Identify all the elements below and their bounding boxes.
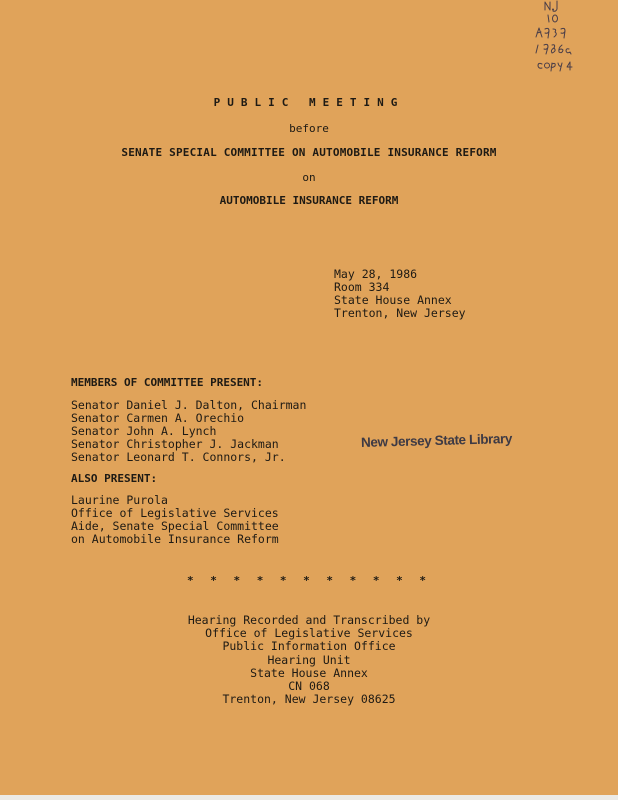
meeting-city: Trenton, New Jersey [334, 306, 466, 320]
footer-line: State House Annex [250, 665, 368, 680]
member-item: Senator Christopher J. Jackman [71, 437, 279, 451]
footer-line: CN 068 [288, 679, 330, 694]
footer-line: Public Information Office [222, 639, 396, 654]
members-heading: MEMBERS OF COMMITTEE PRESENT: [71, 376, 264, 389]
footer-line: Office of Legislative Services [205, 626, 413, 641]
meeting-subject: AUTOMOBILE INSURANCE REFORM [219, 194, 399, 207]
transcription-credit [0, 614, 618, 706]
also-present-item: Laurine Purola [71, 493, 168, 507]
also-present-list [71, 494, 279, 546]
members-list [71, 399, 306, 464]
footer-line: Hearing Recorded and Transcribed by [187, 613, 431, 627]
before-text: before [289, 122, 329, 135]
footer-line: Trenton, New Jersey 08625 [222, 692, 396, 707]
member-item: Senator Daniel J. Dalton, Chairman [71, 398, 307, 412]
footer-line: Hearing Unit [267, 652, 351, 667]
meeting-building: State House Annex [334, 293, 452, 307]
library-stamp: New Jersey State Library [360, 431, 513, 450]
also-present-item: on Automobile Insurance Reform [71, 532, 279, 546]
meeting-date: May 28, 1986 [334, 267, 418, 281]
member-item: Senator Leonard T. Connors, Jr. [71, 450, 286, 464]
committee-name: SENATE SPECIAL COMMITTEE ON AUTOMOBILE INSURANCE REFORM [121, 146, 497, 159]
member-item: Senator Carmen A. Orechio [71, 411, 245, 425]
also-present-item: Office of Legislative Services [71, 506, 279, 520]
meeting-info [334, 268, 466, 320]
also-present-item: Aide, Senate Special Committee [71, 519, 279, 533]
member-item: Senator John A. Lynch [71, 424, 217, 438]
asterisk-divider: * * * * * * * * * * * [186, 574, 432, 587]
scan-bottom-edge [0, 795, 618, 800]
handwritten-call-number [528, 0, 608, 80]
on-text: on [302, 171, 316, 184]
document-title: PUBLIC MEETING [213, 96, 405, 109]
also-present-heading: ALSO PRESENT: [71, 472, 158, 485]
meeting-room: Room 334 [334, 280, 390, 294]
